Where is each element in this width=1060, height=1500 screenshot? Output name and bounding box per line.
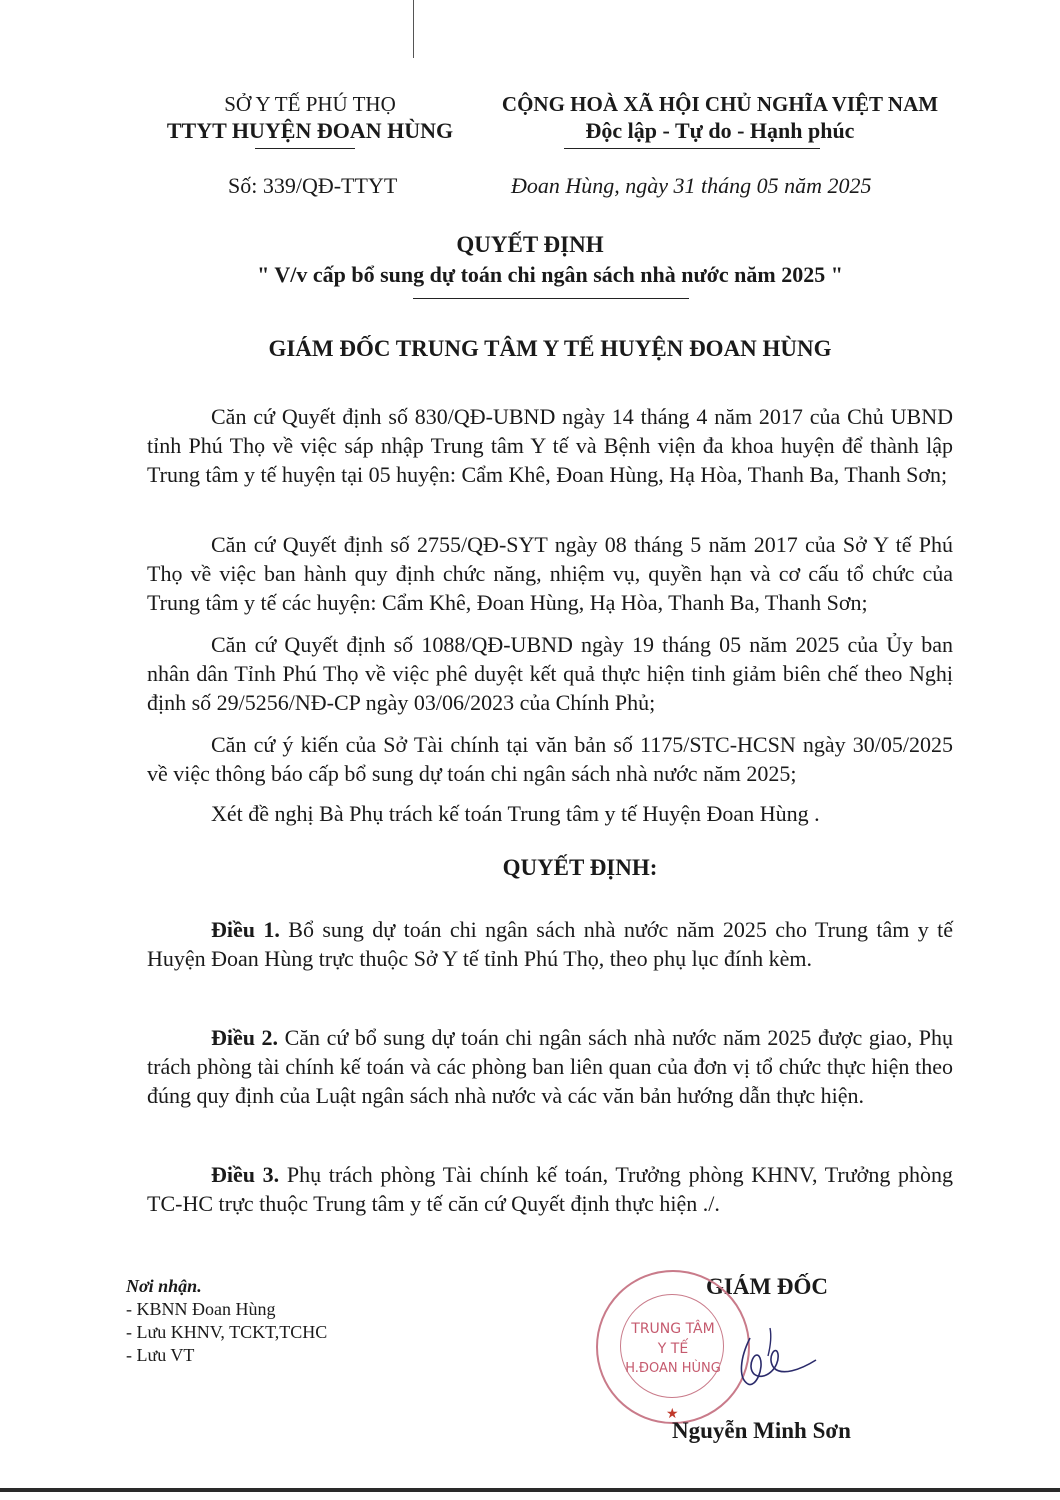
document-subject: " V/v cấp bổ sung dự toán chi ngân sách nhà nước năm 2025 " (257, 262, 843, 287)
handwritten-signature (720, 1318, 830, 1398)
decision-authority: GIÁM ĐỐC TRUNG TÂM Y TẾ HUYỆN ĐOAN HÙNG (268, 336, 832, 361)
recipients-heading: Nơi nhận. (126, 1276, 202, 1296)
seal-text-line3: H.ĐOAN HÙNG (625, 1361, 721, 1376)
document-title: QUYẾT ĐỊNH (456, 232, 604, 257)
article-3 (147, 1160, 953, 1218)
recipient-item: - KBNN Đoan Hùng (126, 1299, 276, 1319)
legal-basis-4: Căn cứ ý kiến của Sở Tài chính tại văn bản số 1175/STC-HCSN ngày 30/05/2025 về việc thông báo cấp bổ sung dự toán chi ngân sách nhà nước năm 2025; (147, 732, 953, 786)
recipient-item: - Lưu VT (126, 1345, 195, 1365)
national-motto-underline (564, 148, 820, 149)
article-1-label: Điều 1. (211, 917, 280, 942)
recipient-item: - Lưu KHNV, TCKT,TCHC (126, 1322, 328, 1342)
legal-basis-1: Căn cứ Quyết định số 830/QĐ-UBND ngày 14 tháng 4 năm 2017 của Chủ UBND tỉnh Phú Thọ về việc sáp nhập Trung tâm Y tế và Bệnh viện đa khoa huyện để thành lập Trung tâm y tế huyện tại 05 huyện: Cẩm Khê, Đoan Hùng, Hạ Hòa, Thanh Ba, Thanh Sơn; (147, 404, 953, 487)
proposal: Xét đề nghị Bà Phụ trách kế toán Trung tâm y tế Huyện Đoan Hùng . (211, 801, 820, 826)
subject-underline (413, 298, 689, 299)
seal-text-line1: TRUNG TÂM (631, 1321, 715, 1337)
national-motto: Độc lập - Tự do - Hạnh phúc (585, 118, 855, 143)
scan-bottom-edge (0, 1488, 1060, 1492)
signer-name: Nguyễn Minh Sơn (672, 1418, 851, 1443)
issuing-authority-underline (255, 148, 355, 149)
article-3-text: Phụ trách phòng Tài chính kế toán, Trưởng phòng KHNV, Trưởng phòng TC-HC trực thuộc Trung tâm y tế căn cứ Quyết định thực hiện ./. (147, 1162, 953, 1216)
article-1-text: Bổ sung dự toán chi ngân sách nhà nước năm 2025 cho Trung tâm y tế Huyện Đoan Hùng trực thuộc Sở Y tế tỉnh Phú Thọ, theo phụ lục đính kèm. (147, 917, 953, 971)
place-and-date: Đoan Hùng, ngày 31 tháng 05 năm 2025 (511, 173, 872, 198)
issuing-authority: TTYT HUYỆN ĐOAN HÙNG (166, 118, 454, 143)
article-1 (147, 915, 953, 973)
legal-basis-2: Căn cứ Quyết định số 2755/QĐ-SYT ngày 08 tháng 5 năm 2017 của Sở Y tế Phú Thọ về việc ban hành quy định chức năng, nhiệm vụ, quyền hạn và cơ cấu tổ chức của Trung tâm y tế các huyện: Cẩm Khê, Đoan Hùng, Hạ Hòa, Thanh Ba, Thanh Sơn; (147, 532, 953, 615)
article-2-text: Căn cứ bổ sung dự toán chi ngân sách nhà nước năm 2025 được giao, Phụ trách phòng tài chính kế toán và các phòng ban liên quan của đơn vị tổ chức thực hiện theo đúng quy định của Luật ngân sách nhà nước và các văn bản hướng dẫn thực hiện. (147, 1025, 954, 1108)
scan-fold-line (413, 0, 414, 58)
recipients-block (126, 1275, 327, 1367)
article-2 (147, 1023, 953, 1110)
issuing-authority-parent: SỞ Y TẾ PHÚ THỌ (224, 92, 396, 116)
legal-basis-3: Căn cứ Quyết định số 1088/QĐ-UBND ngày 19 tháng 05 năm 2025 của Ủy ban nhân dân Tỉnh Phú Thọ về việc phê duyệt kết quả thực hiện tinh giảm biên chế theo Nghị định số 29/5256/NĐ-CP ngày 03/06/2023 của Chính Phủ; (147, 632, 953, 715)
national-title: CỘNG HOÀ XÃ HỘI CHỦ NGHĨA VIỆT NAM (501, 92, 939, 116)
document-number: Số: 339/QĐ-TTYT (228, 173, 398, 198)
signer-title: GIÁM ĐỐC (706, 1274, 829, 1299)
article-2-label: Điều 2. (211, 1025, 279, 1050)
decision-heading: QUYẾT ĐỊNH: (502, 855, 658, 880)
seal-text-line2: Y TẾ (657, 1341, 689, 1357)
article-3-label: Điều 3. (211, 1162, 280, 1187)
seal-star-icon: ★ (666, 1406, 679, 1422)
